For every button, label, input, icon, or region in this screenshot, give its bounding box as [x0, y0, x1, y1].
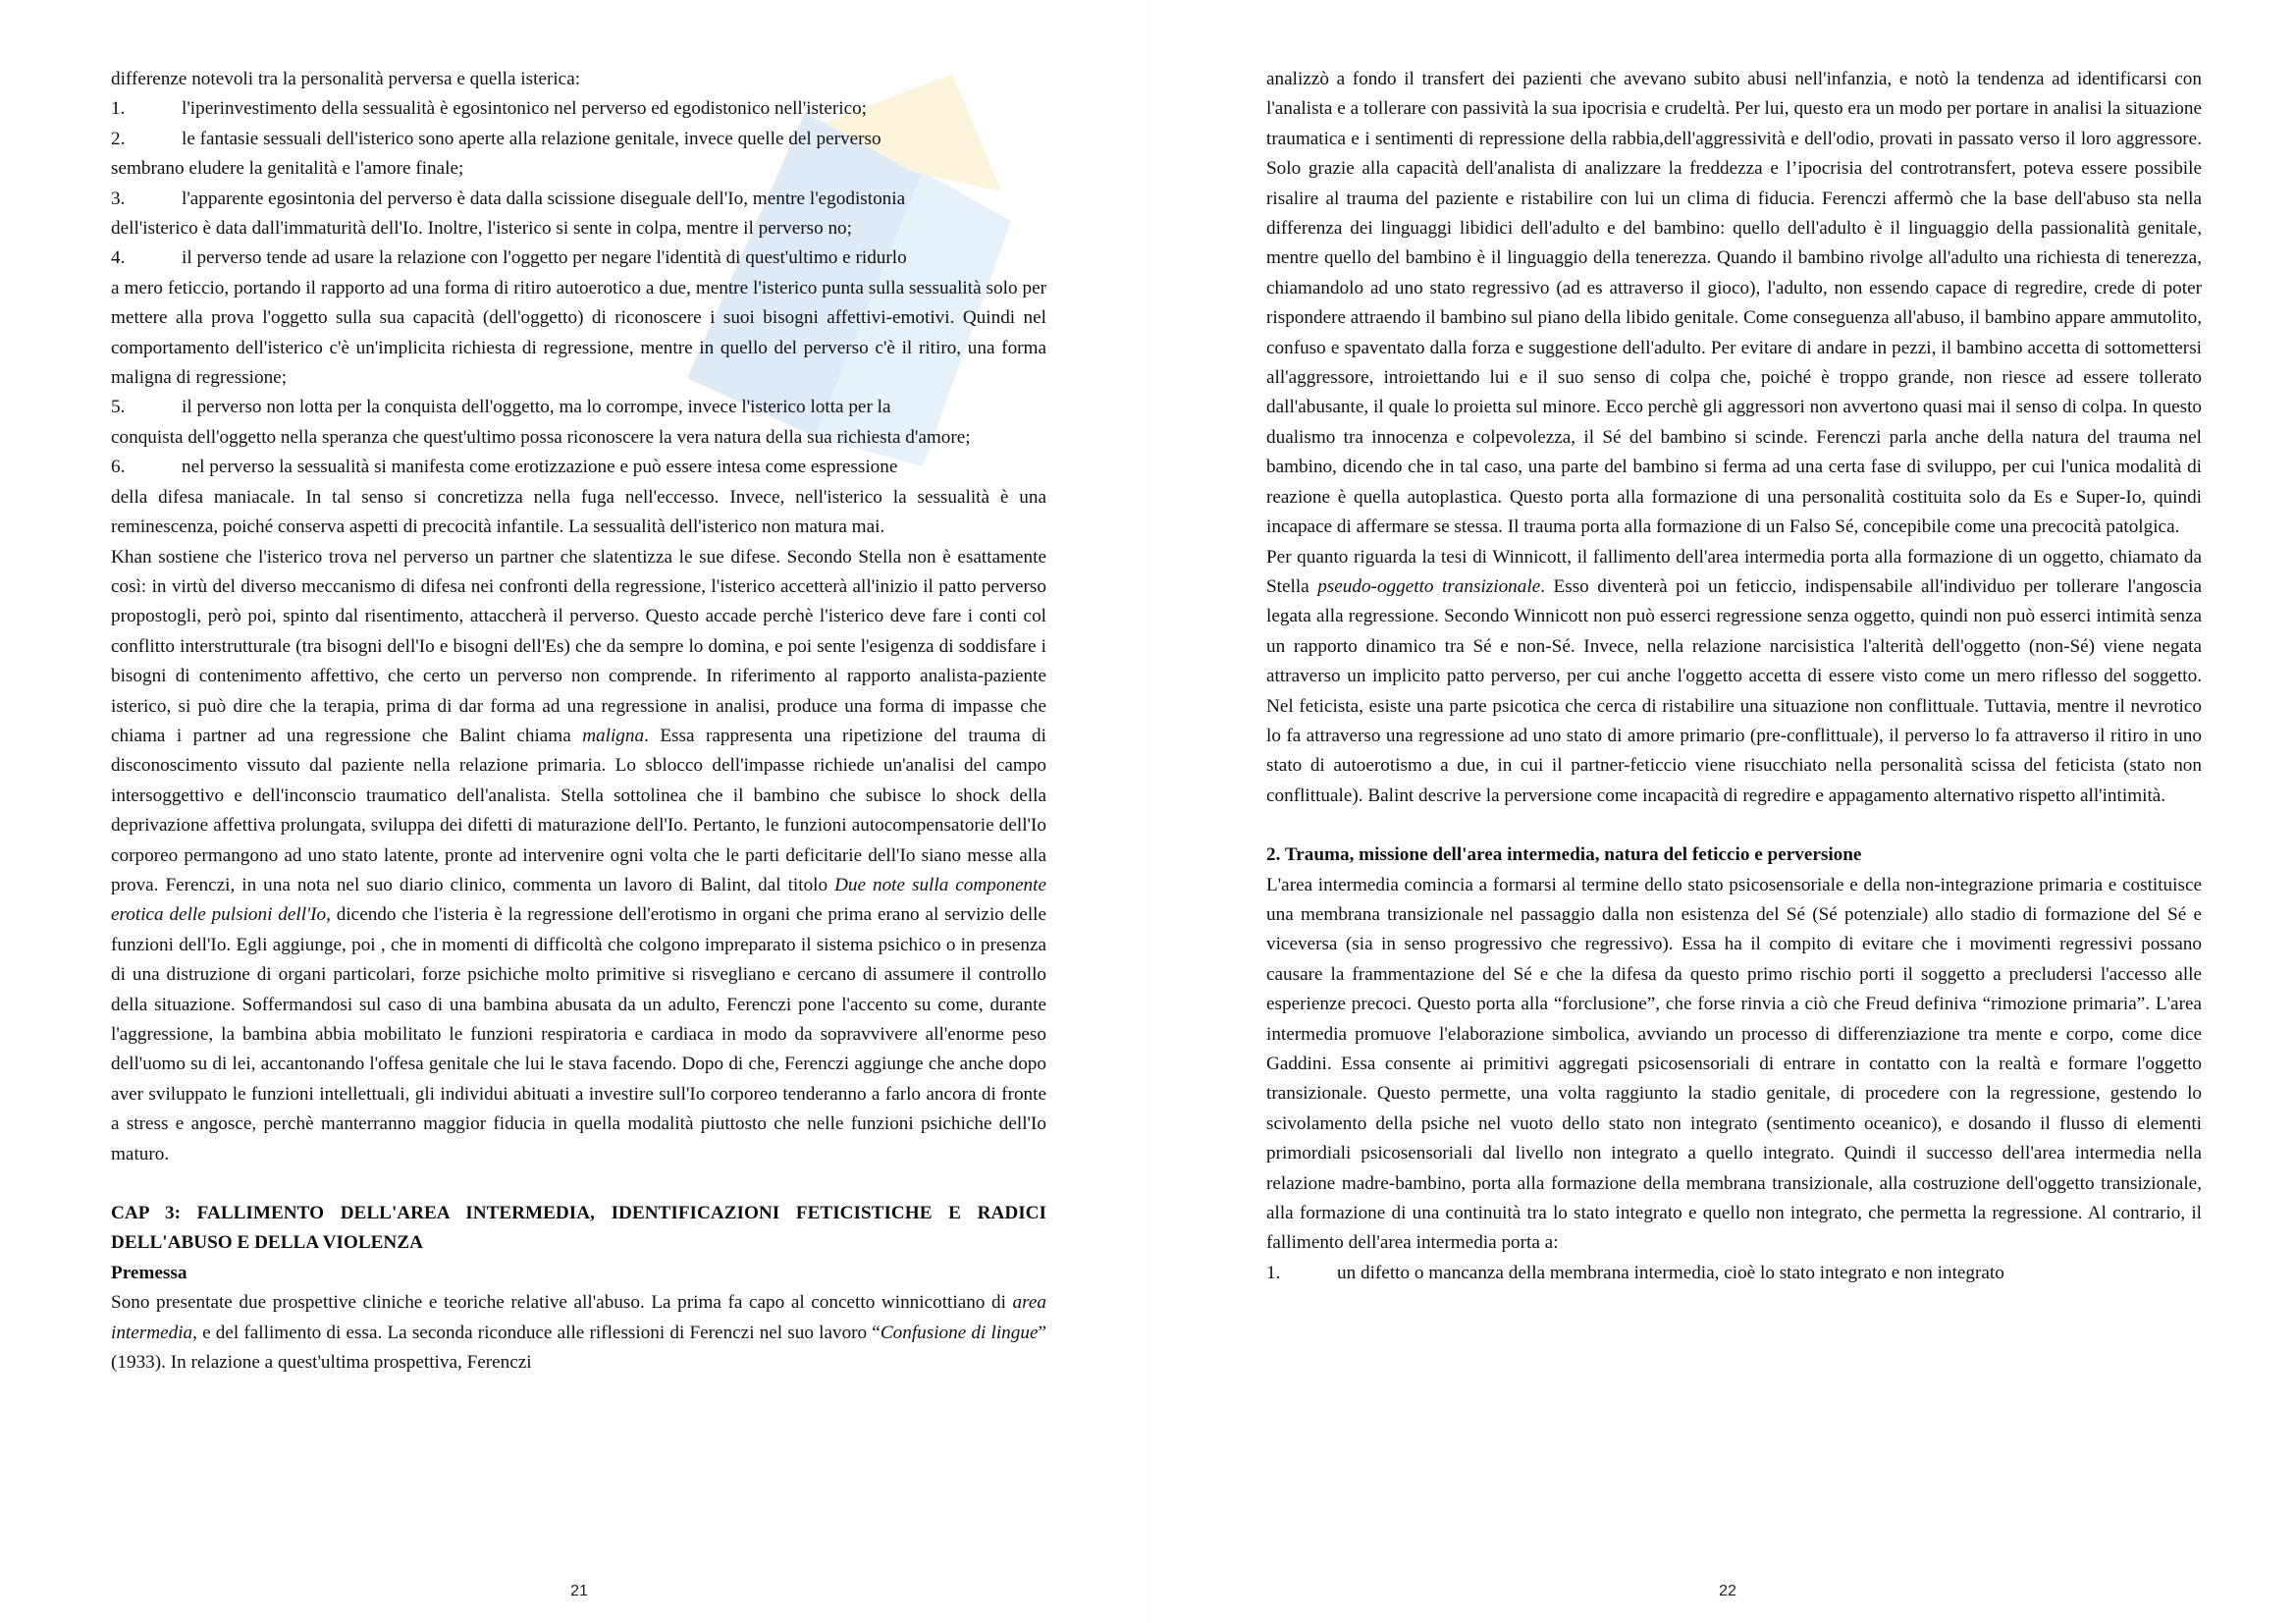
list-item: 5. il perverso non lotta per la conquista dell'oggetto, ma lo corrompe, invece l'isterico lotta per la: [111, 397, 891, 418]
list-item-continuation: sembrano eludere la genitalità e l'amore finale;: [111, 158, 464, 180]
page-number: 21: [570, 1583, 588, 1599]
section-heading-premessa: Premessa: [111, 1262, 187, 1283]
list-item-continuation: dell'isterico è data dall'immaturità dell'Io. Inoltre, l'isterico si sente in colpa, mentre il perverso no;: [111, 218, 852, 240]
left-column: [111, 65, 1046, 1378]
list-item: 1. l'iperinvestimento della sessualità è egosintonico nel perverso ed egodistonico nell'isterico;: [111, 98, 868, 120]
section-title: 2. Trauma, missione dell'area intermedia, natura del feticcio e perversione: [1266, 844, 1862, 866]
right-column: [1266, 65, 2202, 1288]
body-paragraph: analizzò a fondo il transfert dei pazienti che avevano subito abusi nell'infanzia, e notò la tendenza ad identificarsi con l'analista e a tollerare con passività la sua ipocrisia e crudeltà. Per lui, questo era un modo per portare in analisi la situazione traumatica e i sentimenti di repressione della rabbia,dell'aggressività e dell'odio, provati in passato verso il loro aggressore. Solo grazie alla capacità dell'analista di analizzare la freddezza e l’ipocrisia del controtransfert, poteva essere possibile risalire al trauma del paziente e ristabilire con lui un clima di fiducia. Ferenczi affermò che la base dell'abuso sta nella differenza dei linguaggi libidici dell'adulto e del bambino: quello dell'adulto è il linguaggio della passionalità genitale, mentre quello del bambino è il linguaggio della tenerezza. Quando il bambino rivolge all'adulto una richiesta di tenerezza, chiamandolo ad uno stato regressivo (ad es attraverso il gioco), l'adulto, non essendo capace di regredire, crede di poter rispondere attraendo il bambino sul piano della libido genitale. Come conseguenza all'abuso, il bambino appare ammutolito, confuso e spaventato dalla forza e suggestione dell'adulto. Per evitare di andare in pezzi, il bambino accetta di sottomettersi all'aggressore, introiettando lui e il suo senso di colpa che, poiché è troppo grande, non riesce ad essere tollerato dall'abusante, il quale lo proietta sul minore. Ecco perchè gli aggressori non avvertono quasi mai il senso di colpa. In questo dualismo tra innocenza e colpevolezza, il Sé del bambino si scinde. Ferenczi parla anche della natura del trauma nel bambino, dicendo che in tal caso, una parte del bambino si ferma ad una certa fase di sviluppo, per cui l'unica modalità di reazione è quella autoplastica. Questo porta alla formazione di una personalità costituita solo da Es e Super-Io, quindi incapace di affermare se stessa. Il trauma porta alla formazione di un Falso Sé, concepibile come una precocità patolgica.: [1266, 69, 2202, 538]
body-paragraph: Per quanto riguarda la tesi di Winnicott, il fallimento dell'area intermedia porta alla formazione di un oggetto, chiamato da Stella pseudo-oggetto transizionale. Esso diventerà poi un feticcio, indispensabile all'individuo per tollerare l'angoscia legata alla regressione. Secondo Winnicott non può esserci regressione senza oggetto, quindi non può esserci intimità senza un rapporto dinamico tra Sé e non-Sé. Invece, nella relazione narcisistica l'alterità dell'oggetto (non-Sé) viene negata attraverso un implicito patto perverso, per cui anche l'oggetto accetta di essere visto come un mero riflesso del soggetto. Nel feticista, esiste una parte psicotica che cerca di ristabilire una situazione non conflittuale. Tuttavia, mentre il nevrotico lo fa attraverso una regressione ad uno stato di amore primario (pre-conflittuale), il perverso lo fa attraverso il ritiro in uno stato di autoerotismo a due, in cui il partner-feticcio viene risucchiato nella personalità scissa del feticista (stato non conflittuale). Balint descrive la perversione come incapacità di regredire e appagamento alternativo rispetto all'intimità.: [1266, 546, 2202, 806]
body-paragraph: L'area intermedia comincia a formarsi al termine dello stato psicosensoriale e della non-integrazione primaria e costituisce una membrana transizionale nel passaggio dalla non esistenza del Sé (Sé potenziale) allo stadio di formazione del Sé e viceversa (sia in senso progressivo che regressivo). Essa ha il compito di evitare che i movimenti regressivi possano causare la frammentazione del Sé e che la difesa da questo primo rischio porti il soggetto a precludersi l'accesso alle esperienze precoci. Questo porta alla “forclusione”, che forse rinvia a ciò che Freud definiva “rimozione primaria”. L'area intermedia promuove l'elaborazione simbolica, avviando un processo di differenziazione tra mente e corpo, come dice Gaddini. Essa consente ai primitivi aggregati psicosensoriali di entrare in contatto con la realtà e formare l'oggetto transizionale. Questo permette, una volta raggiunto la stadio genitale, di procedere con la regressione, gestendo lo scivolamento della psiche nel vuoto dello stato non integrato (sentimento oceanico), e dosando il flusso di elementi primordiali psicosensoriali dal livello non integrato a quello integrato. Quindi il successo dell'area intermedia nella relazione madre-bambino, porta alla formazione della membrana transizionale, alla costruzione dell'oggetto transizionale, alla formazione di una continuità tra lo stato integrato e quello non integrato, che permetta la regressione. Al contrario, il fallimento dell'area intermedia porta a:: [1266, 874, 2202, 1254]
intro-text: differenze notevoli tra la personalità perversa e quella isterica:: [111, 69, 581, 89]
list-item: 3. l'apparente egosintonia del perverso è data dalla scissione diseguale dell'Io, mentre l'egodistonia: [111, 188, 906, 209]
body-paragraph: Khan sostiene che l'isterico trova nel perverso un partner che slatentizza le sue difese. Secondo Stella non è esattamente così: in virtù del diverso meccanismo di difesa nei confronti della regressione, l'isterico accetterà all'inizio il patto perverso propostogli, però poi, spinto dal risentimento, attaccherà il perverso. Questo accade perchè l'isterico deve fare i conti col conflitto interstrutturale (tra bisogni dell'Io e bisogni dell'Es) che da sempre lo domina, e poi sente l'esigenza di soddisfare i bisogni di contenimento affettivo, che certo un perverso non comprende. In riferimento al rapporto analista-paziente isterico, si può dire che la terapia, prima di dar forma ad una regressione in analisi, produce una forma di impasse che chiama i partner ad una regressione che Balint chiama maligna. Essa rappresenta una ripetizione del trauma di disconoscimento vissuto dal paziente nella relazione primaria. Lo sblocco dell'impasse richiede un'analisi del campo intersoggettivo e dell'inconscio traumatico dell'analista. Stella sottolinea che il bambino che subisce lo shock della deprivazione affettiva prolungata, sviluppa dei difetti di maturazione dell'Io. Pertanto, le funzioni autocompensatorie dell'Io corporeo permangono ad uno stato latente, pronte ad intervenire ogni volta che le parti deficitarie dell'Io siano messe alla prova. Ferenczi, in una nota nel suo diario clinico, commenta un lavoro di Balint, dal titolo Due note sulla componente erotica delle pulsioni dell'Io, dicendo che l'isteria è la regressione dell'erotismo in organi che prima erano al servizio delle funzioni dell'Io. Egli aggiunge, poi , che in momenti di difficoltà che colgono impreparato il sistema psichico o in presenza di una distruzione di organi particolari, forze psichiche molto primitive si risvegliano e cercano di assumere il controllo della situazione. Soffermandosi sul caso di una bambina abusata da un adulto, Ferenczi pone l'accento su come, durante l'aggressione, la bambina abbia mobilitato le funzioni respiratoria e cardiaca in modo da sopravvivere all'enorme peso dell'uomo su di lei, accantonando l'offesa genitale che lui le stava facendo. Dopo di che, Ferenczi aggiunge che anche dopo aver sviluppato le funzioni intellettuali, gli individui abituati a investire sull'Io corporeo tenderanno a farlo ancora di fronte a stress e angosce, perchè manterranno maggior fiducia in quella modalità piuttosto che nelle funzioni psichiche dell'Io maturo.: [111, 546, 1046, 1164]
list-item: 6. nel perverso la sessualità si manifesta come erotizzazione e può essere intesa come espressione: [111, 457, 898, 478]
chapter-title: CAP 3: FALLIMENTO DELL'AREA INTERMEDIA, IDENTIFICAZIONI FETICISTICHE E RADICI DELL'ABUSO E DELLA VIOLENZA: [111, 1203, 1046, 1254]
list-item: 2. le fantasie sessuali dell'isterico sono aperte alla relazione genitale, invece quelle del perverso: [111, 128, 881, 149]
page-number: 22: [1719, 1583, 1736, 1599]
body-paragraph: Sono presentate due prospettive cliniche e teoriche relative all'abuso. La prima fa capo al concetto winnicottiano di area intermedia, e del fallimento di essa. La seconda riconduce alle riflessioni di Ferenczi nel suo lavoro “Confusione di lingue” (1933). In relazione a quest'ultima prospettiva, Ferenczi: [111, 1292, 1046, 1374]
list-item-continuation: conquista dell'oggetto nella speranza che quest'ultimo possa riconoscere la vera natura della sua richiesta d'amore;: [111, 426, 971, 448]
list-item: 4. il perverso tende ad usare la relazione con l'oggetto per negare l'identità di quest'ultimo e ridurlo: [111, 247, 907, 269]
list-item-continuation: della difesa maniacale. In tal senso si concretizza nella fuga nell'eccesso. Invece, nell'isterico la sessualità è una reminescenza, poiché conserva aspetti di precocità infantile. La sessualità dell'isterico non matura mai.: [111, 486, 1046, 538]
list-item: 1. un difetto o mancanza della membrana intermedia, cioè lo stato integrato e non integrato: [1266, 1262, 2004, 1283]
list-item-continuation: a mero feticcio, portando il rapporto ad una forma di ritiro autoerotico a due, mentre l'isterico punta sulla sessualità solo per mettere alla prova l'oggetto sulla sua capacità (dell'oggetto) di riconoscere i suoi bisogni affettivi-emotivi. Quindi nel comportamento dell'isterico c'è un'implicita richiesta di regressione, mentre in quello del perverso c'è il ritiro, una forma maligna di regressione;: [111, 277, 1046, 389]
right-page: [1148, 0, 2296, 1623]
